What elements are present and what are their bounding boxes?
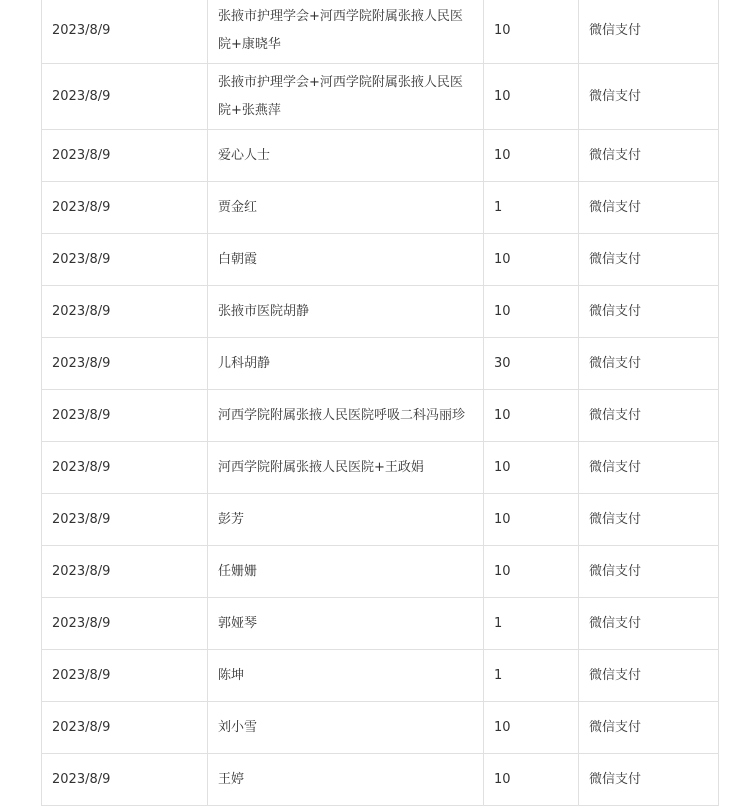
payment-cell: 微信支付 bbox=[579, 754, 719, 806]
date-cell: 2023/8/9 bbox=[42, 598, 208, 650]
amount-cell: 1 bbox=[484, 650, 579, 702]
payment-cell: 微信支付 bbox=[579, 0, 719, 64]
date-cell: 2023/8/9 bbox=[42, 494, 208, 546]
donor-cell: 河西学院附属张掖人民医院呼吸二科冯丽珍 bbox=[208, 390, 484, 442]
amount-cell: 30 bbox=[484, 338, 579, 390]
date-cell: 2023/8/9 bbox=[42, 650, 208, 702]
date-cell: 2023/8/9 bbox=[42, 546, 208, 598]
payment-cell: 微信支付 bbox=[579, 650, 719, 702]
table-row bbox=[42, 494, 719, 546]
donation-table-body bbox=[42, 0, 719, 806]
payment-cell: 微信支付 bbox=[579, 338, 719, 390]
amount-cell: 10 bbox=[484, 0, 579, 64]
payment-cell: 微信支付 bbox=[579, 182, 719, 234]
date-cell: 2023/8/9 bbox=[42, 234, 208, 286]
payment-cell: 微信支付 bbox=[579, 598, 719, 650]
donor-cell: 河西学院附属张掖人民医院+王政娟 bbox=[208, 442, 484, 494]
table-row bbox=[42, 546, 719, 598]
payment-cell: 微信支付 bbox=[579, 286, 719, 338]
amount-cell: 1 bbox=[484, 598, 579, 650]
amount-cell: 10 bbox=[484, 494, 579, 546]
donor-cell: 儿科胡静 bbox=[208, 338, 484, 390]
donor-cell: 张掖市护理学会+河西学院附属张掖人民医院+康晓华 bbox=[208, 0, 484, 64]
date-cell: 2023/8/9 bbox=[42, 0, 208, 64]
payment-cell: 微信支付 bbox=[579, 702, 719, 754]
payment-cell: 微信支付 bbox=[579, 442, 719, 494]
payment-cell: 微信支付 bbox=[579, 494, 719, 546]
payment-cell: 微信支付 bbox=[579, 130, 719, 182]
amount-cell: 10 bbox=[484, 442, 579, 494]
table-row bbox=[42, 650, 719, 702]
table-row bbox=[42, 0, 719, 64]
donor-cell: 张掖市护理学会+河西学院附属张掖人民医院+张燕萍 bbox=[208, 64, 484, 130]
amount-cell: 10 bbox=[484, 546, 579, 598]
donor-cell: 刘小雪 bbox=[208, 702, 484, 754]
payment-cell: 微信支付 bbox=[579, 390, 719, 442]
date-cell: 2023/8/9 bbox=[42, 286, 208, 338]
amount-cell: 1 bbox=[484, 182, 579, 234]
table-row bbox=[42, 338, 719, 390]
donor-cell: 张掖市医院胡静 bbox=[208, 286, 484, 338]
date-cell: 2023/8/9 bbox=[42, 338, 208, 390]
donor-cell: 白朝霞 bbox=[208, 234, 484, 286]
table-row bbox=[42, 598, 719, 650]
amount-cell: 10 bbox=[484, 390, 579, 442]
payment-cell: 微信支付 bbox=[579, 546, 719, 598]
donor-cell: 陈坤 bbox=[208, 650, 484, 702]
date-cell: 2023/8/9 bbox=[42, 130, 208, 182]
amount-cell: 10 bbox=[484, 234, 579, 286]
donor-cell: 彭芳 bbox=[208, 494, 484, 546]
amount-cell: 10 bbox=[484, 64, 579, 130]
table-row bbox=[42, 64, 719, 130]
table-row bbox=[42, 286, 719, 338]
donor-cell: 王婷 bbox=[208, 754, 484, 806]
amount-cell: 10 bbox=[484, 702, 579, 754]
date-cell: 2023/8/9 bbox=[42, 64, 208, 130]
table-row bbox=[42, 702, 719, 754]
table-row bbox=[42, 442, 719, 494]
donor-cell: 爱心人士 bbox=[208, 130, 484, 182]
amount-cell: 10 bbox=[484, 286, 579, 338]
table-row bbox=[42, 234, 719, 286]
payment-cell: 微信支付 bbox=[579, 64, 719, 130]
date-cell: 2023/8/9 bbox=[42, 754, 208, 806]
date-cell: 2023/8/9 bbox=[42, 390, 208, 442]
donation-table bbox=[41, 0, 719, 806]
donor-cell: 任姗姗 bbox=[208, 546, 484, 598]
donor-cell: 贾金红 bbox=[208, 182, 484, 234]
date-cell: 2023/8/9 bbox=[42, 182, 208, 234]
date-cell: 2023/8/9 bbox=[42, 442, 208, 494]
date-cell: 2023/8/9 bbox=[42, 702, 208, 754]
payment-cell: 微信支付 bbox=[579, 234, 719, 286]
amount-cell: 10 bbox=[484, 754, 579, 806]
amount-cell: 10 bbox=[484, 130, 579, 182]
table-row bbox=[42, 754, 719, 806]
donor-cell: 郭娅琴 bbox=[208, 598, 484, 650]
table-row bbox=[42, 130, 719, 182]
table-row bbox=[42, 182, 719, 234]
table-row bbox=[42, 390, 719, 442]
